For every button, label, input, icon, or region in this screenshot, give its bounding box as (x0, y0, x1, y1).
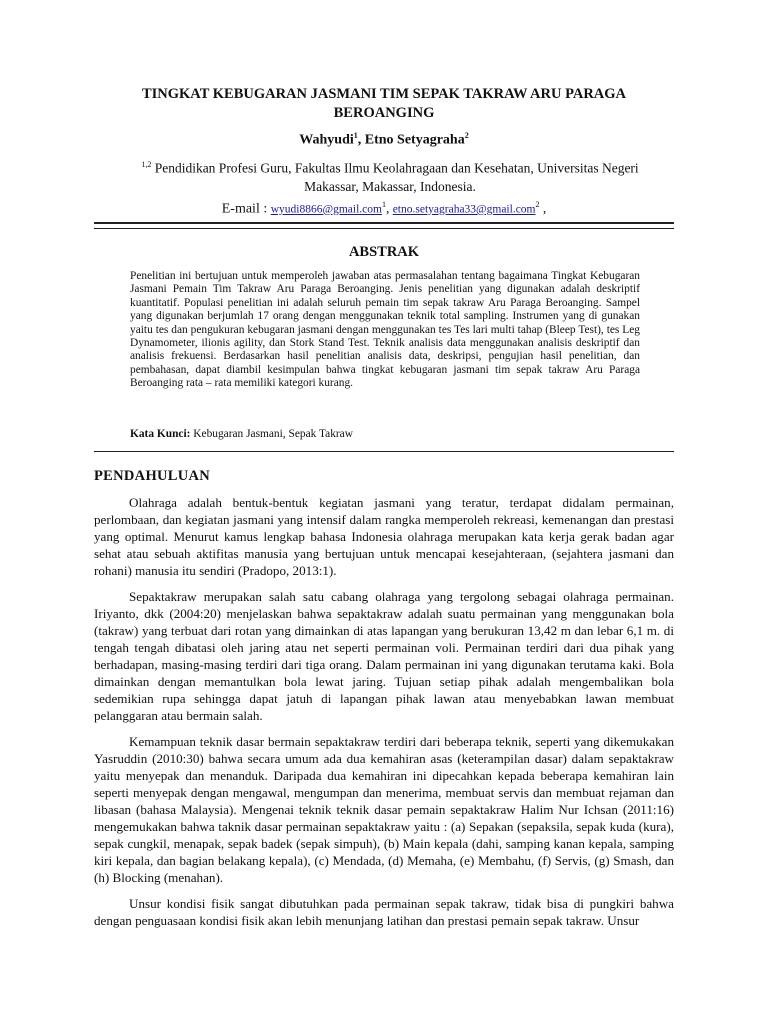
abstract-body: Penelitian ini bertujuan untuk memperoleh jawaban atas permasalahan tentang bagaimana Tingkat Kebugaran Jasmani Pemain Tim Takraw Aru Paraga Beroanging. Jenis penelitian yang digunakan adalah deskriptif kuantitatif. Populasi penelitian ini adalah seluruh pemain tim sepak takraw Aru Paraga Beroanging. Sampel yang digunakan berjumlah 17 orang dengan menggunakan teknik total sampling. Instrumen yang di gunakan yaitu tes dan pengukuran kebugaran jasmani dengan menggunakan tes Tes lari multi tahap (Bleep Test), tes Leg Dynamometer, ilionis agility, dan Stork Stand Test. Teknik analisis data menggunakan analisis deskriptif dan analisis frekuensi. Berdasarkan hasil penelitian analisis data, deskripsi, pengujian hasil penelitian, dan pembahasan, dapat diambil kesimpulan bahwa tingkat kebugaran jasmani tim sepak takraw Aru Paraga Beroanging rata – rata memiliki kategori kurang. (130, 270, 640, 390)
body-paragraph: Kemampuan teknik dasar bermain sepaktakraw terdiri dari beberapa teknik, seperti yang dikemukakan Yasruddin (2010:30) bahwa secara umum ada dua kemahiran asas (keterampilan dasar) dalam sepaktakraw yaitu menyepak dan menanduk. Daripada dua kemahiran ini dipecahkan kepada beberapa kemahiran lain seperti menyepak dengan mengawal, mengumpan dan menerima, membuat servis dan membuat rejaman dan libasan (bahasa Malaysia). Mengenai teknik teknik dasar pemain sepaktakraw Halim Nur Ichsan (2011:16) mengemukakan bahwa taknik dasar permainan sepaktakraw yaitu : (a) Sepakan (sepaksila, sepak kuda (kura), sepak cungkil, menapak, sepak badek (sepak simpuh), (b) Main kepala (dahi, samping kanan kepala, samping kiri kepala, dan bagian belakang kepala), (c) Mendada, (d) Memaha, (e) Membahu, (f) Servis, (g) Smash, dan (h) Blocking (menahan). (94, 734, 674, 885)
abstract-heading: ABSTRAK (348, 244, 420, 260)
email-separator: , (385, 200, 393, 216)
keywords-line (130, 428, 640, 440)
email-superscript: 2 (535, 200, 540, 209)
body-paragraph: Olahraga adalah bentuk-bentuk kegiatan jasmani yang teratur, terdapat didalam permainan, perlombaan, dan kegiatan jasmani yang intensif dalam rangka memperoleh rekreasi, kemenangan dan prestasi yang optimal. Menurut kamus lengkap bahasa Indonesia olahraga merupakan kata kerja gerak badan agar sehat atau sebuah aktifitas manusia yang bertujuan untuk mencapai kesejahteraan, (sejahtera jasmani dan rohani) manusia itu sendiri (Pradopo, 2013:1). (94, 495, 674, 578)
affiliation-text: Pendidikan Profesi Guru, Fakultas Ilmu Keolahragaan dan Kesehatan, Universitas Negeri Makassar, Makassar, Indonesia. (151, 160, 639, 194)
author-name: Etno Setyagraha (364, 132, 465, 148)
email-label: E-mail : (221, 201, 271, 217)
email-superscript: 1 (381, 200, 386, 209)
body-paragraph: Sepaktakraw merupakan salah satu cabang olahraga yang tergolong sebagai olahraga permainan. Iriyanto, dkk (2004:20) menjelaskan bahwa sepaktakraw adalah suatu permainan yang menggunakan bola (takraw) yang terbuat dari rotan yang dimainkan di atas lapangan yang berukuran 13,42 m dan lebar 6,1 m. di tengah tengah dibatasi oleh jaring atau net seperti permainan voli. Permainan terdiri dari dua pihak yang berhadapan, masing-masing terdiri dari tiga orang. Dalam permainan ini yang digunakan terutama kaki. Bola dimainkan dengan memantulkan bola lewat jaring. Tujuan setiap pihak adalah mengembalikan bola sedemikian rupa sehingga dapat jatuh di lapangan pihak lawan atau menyebabkan lawan membuat pelanggaran atau bermain salah. (94, 589, 674, 723)
author-superscript: 1 (353, 131, 358, 140)
header-divider-thin (94, 228, 674, 229)
email-link-2[interactable]: etno.setyagraha33@gmail.com (392, 203, 536, 216)
section-heading-introduction: PENDAHULUAN (94, 468, 211, 484)
author-superscript: 2 (464, 131, 469, 140)
author-separator: , (357, 132, 365, 148)
email-tail: , (539, 200, 547, 216)
author-line (96, 131, 672, 149)
header-divider-thick (94, 222, 674, 224)
body-paragraph: Unsur kondisi fisik sangat dibutuhkan pada permainan sepak takraw, tidak bisa di pungkiri bahwa dengan penguasaan kondisi fisik akan lebih menunjang latihan dan prestasi pemain sepak takraw. Unsur (94, 896, 674, 928)
email-line (96, 200, 672, 218)
paper-title: TINGKAT KEBUGARAN JASMANI TIM SEPAK TAKRAW ARU PARAGA BEROANGING (141, 86, 627, 121)
email-link-1[interactable]: wyudi8866@gmail.com (270, 203, 382, 216)
affiliation (140, 156, 640, 196)
affiliation-superscript: 1,2 (141, 160, 152, 169)
keywords-label: Kata Kunci: (130, 428, 191, 440)
author-name: Wahyudi (299, 132, 354, 148)
abstract-divider (94, 451, 674, 452)
keywords-text: Kebugaran Jasmani, Sepak Takraw (190, 428, 353, 440)
